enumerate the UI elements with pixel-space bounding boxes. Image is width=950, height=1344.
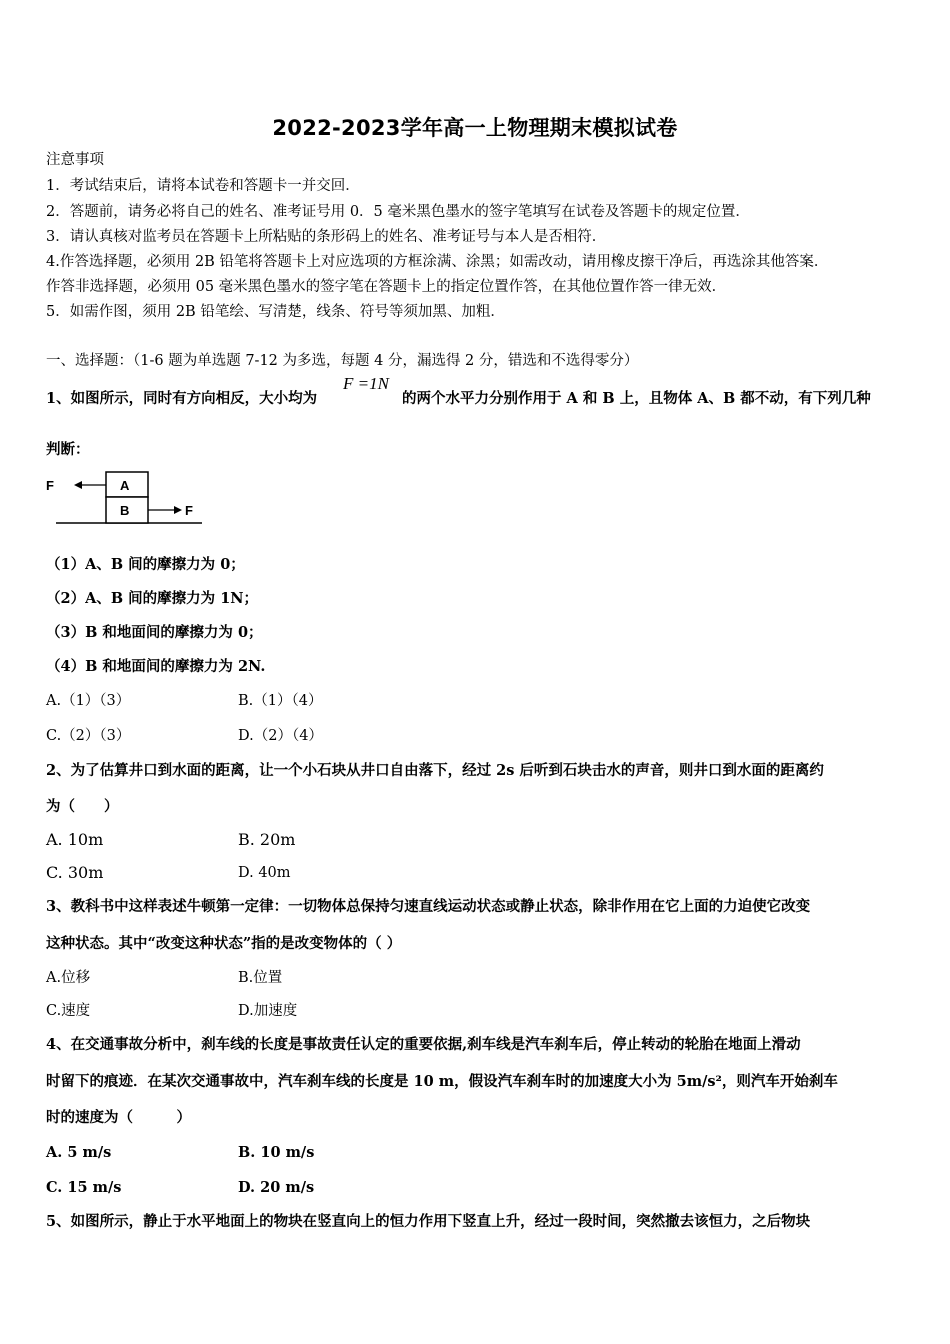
q1-statement-3: （3）B 和地面间的摩擦力为 0； (46, 624, 263, 641)
notice-item-3: 3．请认真核对监考员在答题卡上所粘贴的条形码上的姓名、准考证号与本人是否相符． (46, 229, 607, 245)
notice-item-1: 1．考试结束后，请将本试卷和答题卡一并交回． (46, 178, 360, 194)
q1-statement-1: （1）A、B 间的摩擦力为 0； (46, 556, 245, 573)
section-heading: 一、选择题：（1-6 题为单选题 7-12 为多选，每题 4 分，漏选得 2 分，错选和不选得零分） (46, 353, 639, 369)
q3-option-d: D.加速度 (238, 1003, 298, 1019)
q1-option-c: C.（2）（3） (46, 728, 131, 744)
q1-statement-2: （2）A、B 间的摩擦力为 1N； (46, 590, 259, 607)
q1-stem-b: 的两个水平力分别作用于 A 和 B 上，且物体 A、B 都不动，有下列几种 (402, 390, 871, 407)
q4-option-d: D. 20 m/s (238, 1179, 315, 1196)
q3-stem-b: 这种状态。其中“改变这种状态”指的是改变物体的（ ） (46, 935, 402, 952)
q4-option-a: A. 5 m/s (46, 1144, 112, 1161)
force-right-label: F (185, 503, 193, 518)
q1-formula: F =1N (343, 374, 389, 393)
q1-stem-a: 1、如图所示，同时有方向相反，大小均为 (46, 390, 318, 407)
notice-item-4: 4.作答选择题，必须用 2B 铅笔将答题卡上对应选项的方框涂满、涂黑；如需改动，请用橡皮擦干净后，再选涂其他答案． (46, 254, 829, 270)
force-left-arrowhead (74, 481, 82, 489)
q3-option-c: C.速度 (46, 1003, 91, 1019)
q2-option-a: A. 10m (46, 830, 104, 849)
force-right-arrowhead (174, 506, 182, 514)
q1-option-b: B.（1）（4） (238, 693, 323, 709)
notice-item-5: 作答非选择题，必须用 05 毫米黑色墨水的签字笔在答题卡上的指定位置作答，在其他位置作答一律无效． (46, 279, 727, 295)
q2-stem-b: 为（ ） (46, 798, 119, 815)
q3-stem-a: 3、教科书中这样表述牛顿第一定律：一切物体总保持匀速直线运动状态或静止状态，除非作用在它上面的力迫使它改变 (46, 898, 811, 915)
q1-stem-c: 判断： (46, 441, 90, 458)
q1-statement-4: （4）B 和地面间的摩擦力为 2N. (46, 658, 266, 675)
q4-option-b: B. 10 m/s (238, 1144, 315, 1161)
q2-option-b: B. 20m (238, 830, 296, 849)
notice-item-2: 2．答题前，请务必将自己的姓名、准考证号用 0．5 毫米黑色墨水的签字笔填写在试卷及答题卡的规定位置． (46, 204, 750, 220)
q3-option-b: B.位置 (238, 970, 283, 986)
q4-option-c: C. 15 m/s (46, 1179, 122, 1196)
q1-option-d: D.（2）（4） (238, 728, 323, 744)
q2-stem-a: 2、为了估算井口到水面的距离，让一个小石块从井口自由落下，经过 2s 后听到石块击水的声音，则井口到水面的距离约 (46, 762, 824, 779)
q1-figure (44, 468, 204, 528)
block-b-label: B (120, 503, 130, 518)
q3-option-a: A.位移 (46, 970, 91, 986)
q5-stem-a: 5、如图所示，静止于水平地面上的物块在竖直向上的恒力作用下竖直上升，经过一段时间，突然撤去该恒力，之后物块 (46, 1213, 811, 1230)
q2-option-c: C. 30m (46, 863, 104, 882)
notice-item-6: 5．如需作图，须用 2B 铅笔绘、写清楚，线条、符号等须加黑、加粗． (46, 304, 505, 320)
q2-option-d: D. 40m (238, 865, 291, 881)
block-a-label: A (120, 478, 130, 493)
force-left-label: F (46, 478, 54, 493)
notice-heading: 注意事项 (46, 152, 104, 168)
q4-stem-c: 时的速度为（ ） (46, 1109, 191, 1126)
page-title: 2022-2023学年高一上物理期末模拟试卷 (272, 116, 678, 140)
q4-stem-a: 4、在交通事故分析中，刹车线的长度是事故责任认定的重要依据,刹车线是汽车刹车后，停止转动的轮胎在地面上滑动 (46, 1036, 801, 1053)
q1-option-a: A.（1）（3） (46, 693, 131, 709)
q4-stem-b: 时留下的痕迹．在某次交通事故中，汽车刹车线的长度是 10 m，假设汽车刹车时的加速度大小为 5m/s²，则汽车开始刹车 (46, 1073, 838, 1090)
